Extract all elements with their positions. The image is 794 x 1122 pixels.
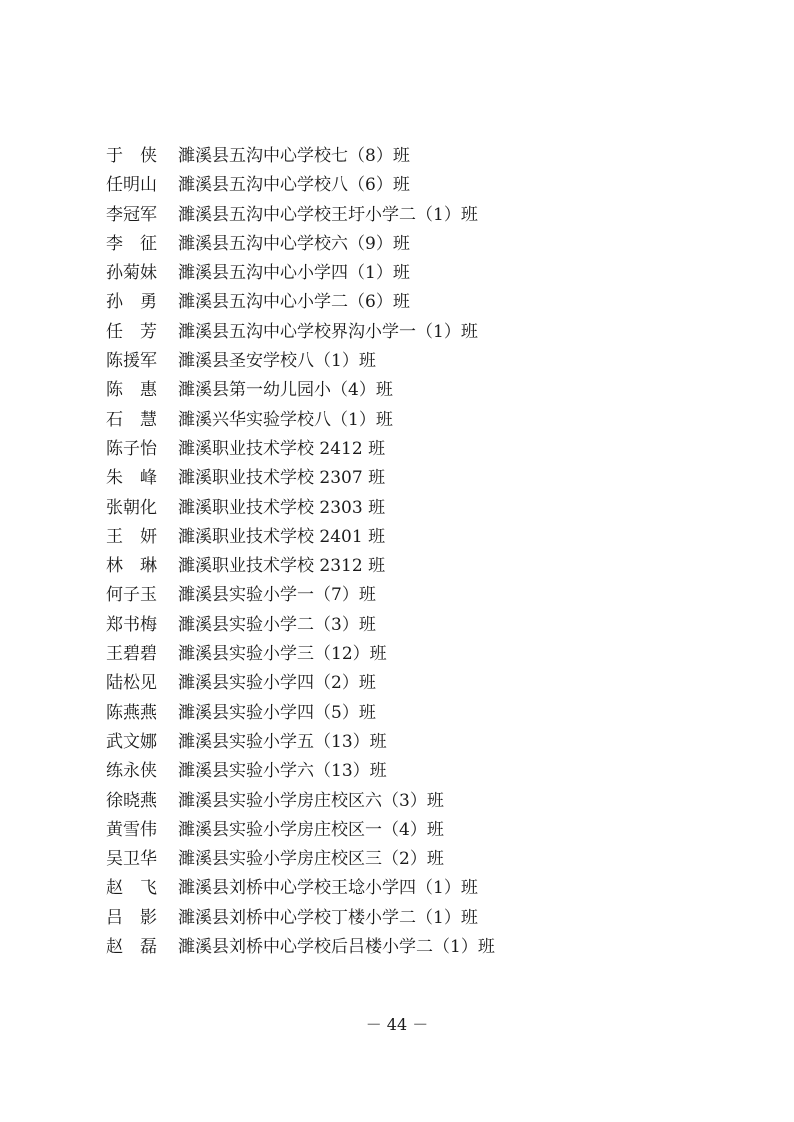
list-item	[106, 230, 706, 259]
school-class: 濉溪职业技术学校 2303 班	[178, 497, 386, 518]
school-class: 濉溪县五沟中心学校八（6）班	[178, 175, 410, 196]
teacher-name: 李冠军	[106, 204, 157, 225]
school-class: 濉溪县实验小学房庄校区一（4）班	[178, 819, 444, 840]
teacher-name: 王碧碧	[106, 644, 157, 665]
school-class: 濉溪县五沟中心学校六（9）班	[178, 233, 410, 254]
school-class: 濉溪职业技术学校 2307 班	[178, 468, 386, 489]
school-class: 濉溪县刘桥中心学校王埝小学四（1）班	[178, 878, 478, 899]
list-item	[106, 523, 706, 552]
school-class: 濉溪县五沟中心学校七（8）班	[178, 146, 410, 166]
page-number: － 44 －	[365, 1015, 429, 1034]
teacher-name: 孙 勇	[106, 292, 157, 313]
list-item	[106, 406, 706, 435]
list-item	[106, 728, 706, 757]
school-class: 濉溪县实验小学房庄校区六（3）班	[178, 790, 444, 811]
teacher-name: 任明山	[106, 175, 157, 196]
teacher-name: 吕 影	[106, 907, 157, 928]
list-item	[106, 699, 706, 728]
teacher-name: 林 琳	[106, 556, 157, 577]
school-class: 濉溪县实验小学四（5）班	[178, 702, 376, 723]
list-item	[106, 494, 706, 523]
list-item	[106, 581, 706, 610]
school-class: 濉溪县五沟中心小学四（1）班	[178, 263, 410, 284]
school-class: 濉溪兴华实验学校八（1）班	[178, 409, 393, 430]
teacher-name: 陈子怡	[106, 438, 157, 459]
list-item	[106, 816, 706, 845]
list-item	[106, 259, 706, 288]
school-class: 濉溪县实验小学二（3）班	[178, 614, 376, 635]
teacher-name: 陆松见	[106, 673, 157, 694]
teacher-name: 吴卫华	[106, 849, 157, 870]
roster-list	[106, 142, 706, 962]
teacher-name: 孙菊妹	[106, 263, 157, 284]
teacher-name: 王 妍	[106, 526, 157, 547]
teacher-name: 于 侠	[106, 146, 157, 166]
teacher-name: 朱 峰	[106, 468, 157, 489]
teacher-name: 陈 惠	[106, 380, 157, 401]
school-class: 濉溪职业技术学校 2401 班	[178, 526, 386, 547]
school-class: 濉溪县实验小学三（12）班	[178, 644, 387, 665]
teacher-name: 石 慧	[106, 409, 157, 430]
school-class: 濉溪职业技术学校 2412 班	[178, 438, 386, 459]
list-item	[106, 640, 706, 669]
school-class: 濉溪县刘桥中心学校后吕楼小学二（1）班	[178, 937, 495, 958]
school-class: 濉溪县五沟中心学校王圩小学二（1）班	[178, 204, 478, 225]
list-item	[106, 757, 706, 786]
teacher-name: 武文娜	[106, 731, 157, 752]
list-item	[106, 318, 706, 347]
list-item	[106, 171, 706, 200]
teacher-name: 赵 磊	[106, 937, 157, 958]
teacher-name: 何子玉	[106, 585, 157, 606]
teacher-name: 陈援军	[106, 351, 157, 372]
list-item	[106, 552, 706, 581]
school-class: 濉溪县实验小学六（13）班	[178, 761, 387, 782]
school-class: 濉溪职业技术学校 2312 班	[178, 556, 386, 577]
teacher-name: 任 芳	[106, 321, 157, 342]
list-item	[106, 874, 706, 903]
list-item	[106, 142, 706, 171]
list-item	[106, 787, 706, 816]
list-item	[106, 347, 706, 376]
school-class: 濉溪县第一幼儿园小（4）班	[178, 380, 393, 401]
teacher-name: 李 征	[106, 233, 157, 254]
list-item	[106, 201, 706, 230]
school-class: 濉溪县五沟中心学校界沟小学一（1）班	[178, 321, 478, 342]
list-item	[106, 933, 706, 962]
teacher-name: 练永侠	[106, 761, 157, 782]
school-class: 濉溪县实验小学一（7）班	[178, 585, 376, 606]
teacher-name: 徐晓燕	[106, 790, 157, 811]
list-item	[106, 611, 706, 640]
teacher-name: 张朝化	[106, 497, 157, 518]
school-class: 濉溪县圣安学校八（1）班	[178, 351, 376, 372]
school-class: 濉溪县五沟中心小学二（6）班	[178, 292, 410, 313]
list-item	[106, 845, 706, 874]
list-item	[106, 904, 706, 933]
list-item	[106, 376, 706, 405]
list-item	[106, 464, 706, 493]
teacher-name: 郑书梅	[106, 614, 157, 635]
list-item	[106, 669, 706, 698]
school-class: 濉溪县实验小学房庄校区三（2）班	[178, 849, 444, 870]
school-class: 濉溪县刘桥中心学校丁楼小学二（1）班	[178, 907, 478, 928]
list-item	[106, 288, 706, 317]
teacher-name: 赵 飞	[106, 878, 157, 899]
list-item	[106, 435, 706, 464]
school-class: 濉溪县实验小学五（13）班	[178, 731, 387, 752]
teacher-name: 陈燕燕	[106, 702, 157, 723]
teacher-name: 黄雪伟	[106, 819, 157, 840]
school-class: 濉溪县实验小学四（2）班	[178, 673, 376, 694]
